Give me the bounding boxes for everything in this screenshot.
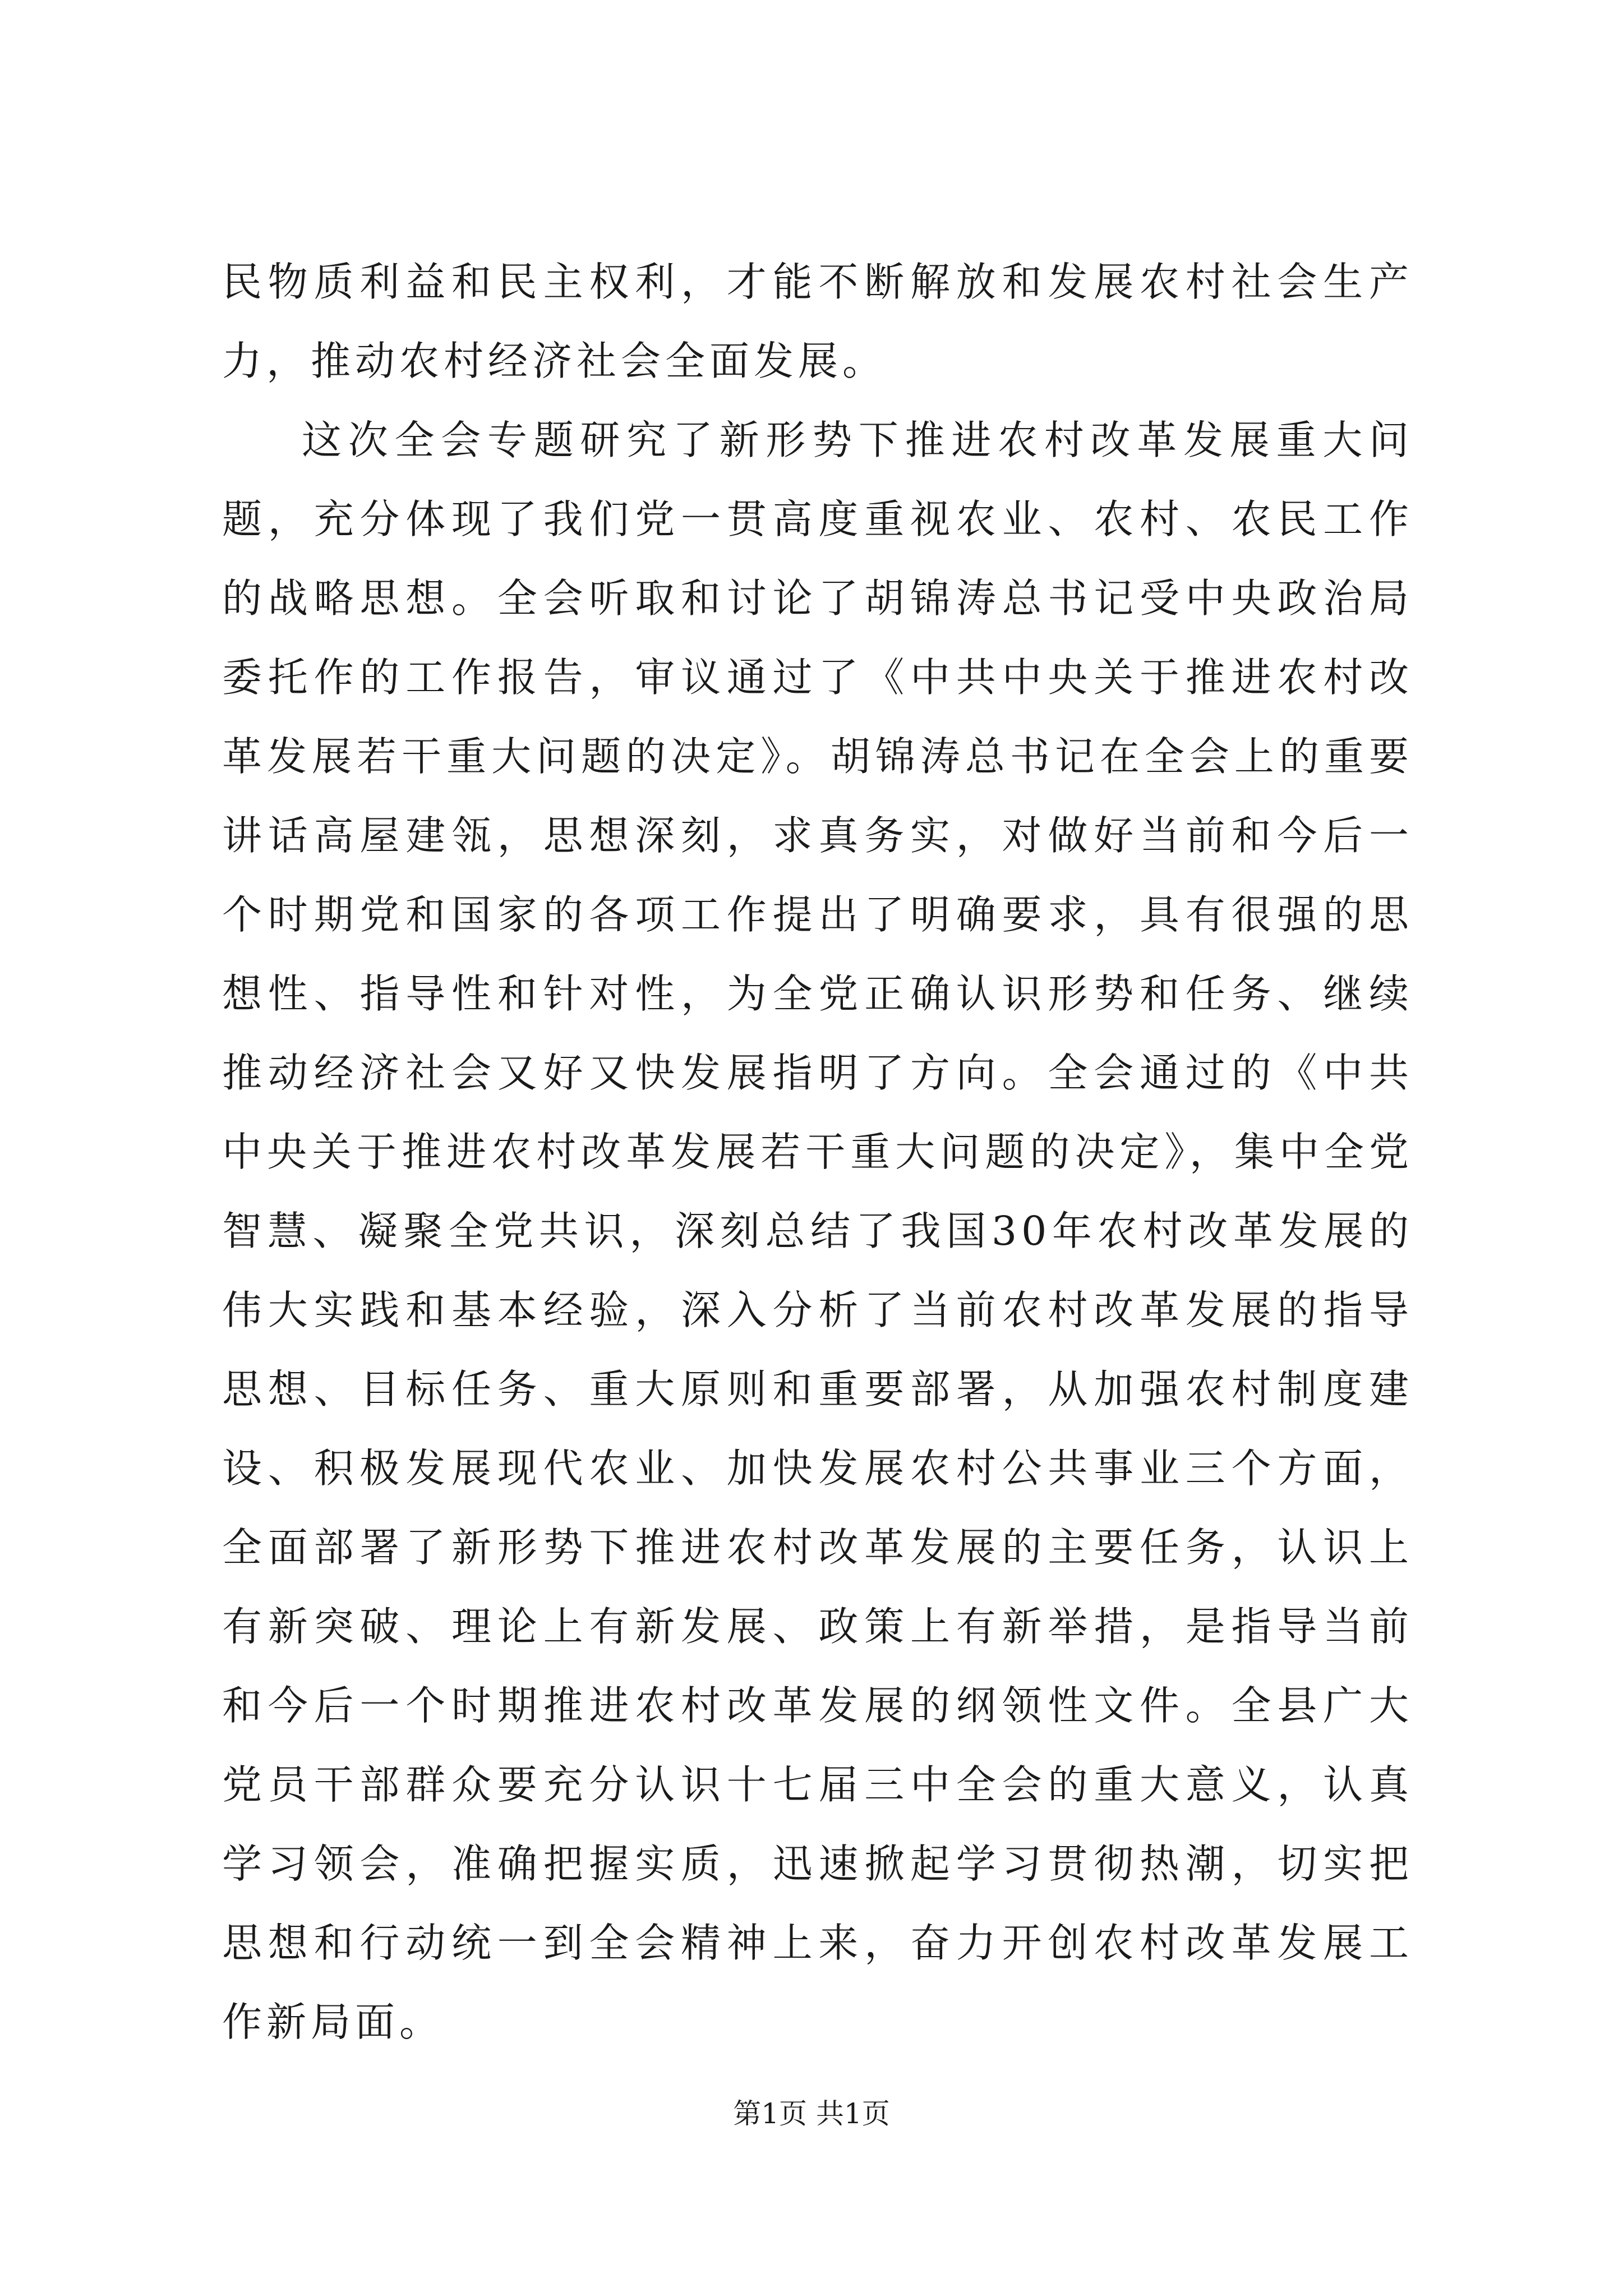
document-body: [222, 242, 1413, 2062]
paragraph-main: 这次全会专题研究了新形势下推进农村改革发展重大问题，充分体现了我们党一贯高度重视农业、农村、农民工作的战略思想。全会听取和讨论了胡锦涛总书记受中央政治局委托作的工作报告，审议通过了《中共中央关于推进农村改革发展若干重大问题的决定》。胡锦涛总书记在全会上的重要讲话高屋建瓴，思想深刻，求真务实，对做好当前和今后一个时期党和国家的各项工作提出了明确要求，具有很强的思想性、指导性和针对性，为全党正确认识形势和任务、继续推动经济社会又好又快发展指明了方向。全会通过的《中共中央关于推进农村改革发展若干重大问题的决定》，集中全党智慧、凝聚全党共识，深刻总结了我国30年农村改革发展的伟大实践和基本经验，深入分析了当前农村改革发展的指导思想、目标任务、重大原则和重要部署，从加强农村制度建设、积极发展现代农业、加快发展农村公共事业三个方面，全面部署了新形势下推进农村改革发展的主要任务，认识上有新突破、理论上有新发展、政策上有新举措，是指导当前和今后一个时期推进农村改革发展的纲领性文件。全县广大党员干部群众要充分认识十七届三中全会的重大意义，认真学习领会，准确把握实质，迅速掀起学习贯彻热潮，切实把思想和行动统一到全会精神上来，奋力开创农村改革发展工作新局面。: [222, 417, 1413, 2045]
page-number-footer: 第1页 共1页: [733, 2097, 890, 2130]
paragraph-continuation: 民物质利益和民主权利，才能不断解放和发展农村社会生产力，推动农村经济社会全面发展。: [222, 259, 1413, 384]
